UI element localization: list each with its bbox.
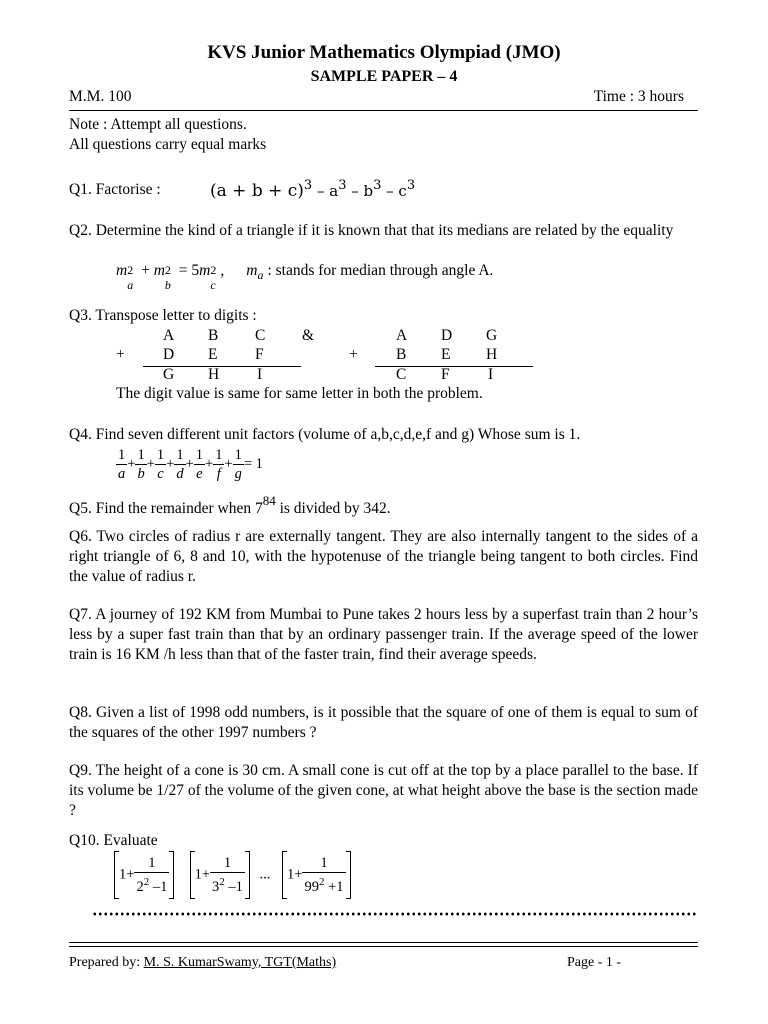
q3-left-b: B [208, 327, 219, 344]
q2-sq1: 2 [127, 263, 134, 277]
q10-den2-minus: –1 [224, 878, 243, 895]
q3-left-e: E [208, 346, 218, 363]
paper-subtitle: SAMPLE PAPER – 4 [310, 68, 458, 85]
q6-text: Q6. Two circles of radius r are externally tangent. They are also internally tangent to the sides of a right triangle of 6, 8 and 10, with the hypotenuse of the triangle being tangent to both circles. Find the value of radius r. [69, 528, 698, 585]
q3-label: Q3. Transpose letter to digits : [69, 307, 257, 324]
q10-num-2: 1 [223, 855, 232, 872]
q2-m4: m [246, 262, 258, 279]
q3-right-a: A [396, 327, 408, 344]
q10-bracket-close-2 [245, 851, 250, 899]
q4-den-e: e [194, 464, 205, 483]
q1-expr-open: (a + b + c) [210, 181, 304, 201]
q3-right-b: B [396, 346, 407, 363]
q2-ma-note: : stands for median through angle A. [267, 262, 494, 279]
q2-sub-b: b [164, 278, 171, 292]
q4-den-c: c [155, 464, 166, 483]
q4-plus-3: + [166, 455, 175, 472]
q3-right-e: E [441, 346, 451, 363]
q2-comma: , [220, 262, 225, 279]
q3-right-i: I [488, 366, 494, 383]
q1-exp-c: 3 [406, 178, 416, 193]
q4-den-a: a [118, 466, 126, 482]
q5-text [69, 493, 391, 518]
dotted-separator [92, 912, 698, 916]
q3-right-c: C [396, 366, 407, 383]
q10-expression [114, 851, 351, 899]
note-line-1: Note : Attempt all questions. [69, 116, 247, 133]
q4-frac-c [155, 446, 166, 483]
q1-exp-a: 3 [338, 178, 347, 193]
q4-num-g: 1 [234, 447, 242, 463]
q10-den2-sq: 2 [219, 876, 225, 889]
q1-minus-c: – c [381, 182, 407, 200]
q3-right-d: D [441, 327, 453, 344]
q4-num-a: 1 [118, 447, 126, 463]
q4-den-g: g [234, 466, 242, 482]
q10-bracket-close-3 [346, 851, 351, 899]
note-line-2: All questions carry equal marks [69, 136, 267, 153]
paper-title: KVS Junior Mathematics Olympiad (JMO) [207, 42, 561, 63]
q4-frac-a [116, 446, 127, 483]
q3-left-h: H [208, 366, 220, 383]
q10-num-3: 1 [320, 855, 328, 872]
q10-frac-1 [134, 854, 169, 896]
q2-eq: = 5 [174, 262, 200, 279]
q2-sq2: 2 [164, 263, 171, 277]
q10-den1-base: 2 [136, 878, 144, 895]
q4-plus-5: + [205, 455, 214, 472]
q10-den3-sq: 2 [318, 876, 325, 889]
q10-one-plus-3: 1+ [287, 866, 303, 883]
q2-plus: + [137, 262, 154, 279]
q3-left-f: F [255, 346, 264, 363]
q2-m3: m [199, 262, 211, 279]
q10-den1-sq: 2 [143, 876, 150, 889]
q4-num-e: 1 [195, 447, 203, 463]
q3-ampersand: & [302, 327, 315, 344]
q4-den-f: f [213, 464, 224, 483]
footer-author: M. S. KumarSwamy, TGT(Maths) [143, 955, 337, 970]
q10-frac-2 [210, 854, 245, 896]
q10-den-2 [210, 872, 245, 896]
q4-text: Q4. Find seven different unit factors (volume of a,b,c,d,e,f and g) Whose sum is 1. [69, 426, 581, 443]
q10-label: Q10. Evaluate [69, 832, 158, 849]
q3-left-g: G [163, 366, 175, 383]
q4-plus-4: + [185, 455, 194, 472]
q3-right-h: H [486, 346, 498, 363]
q10-den-3 [302, 872, 345, 896]
q4-plus-2: + [146, 455, 155, 472]
q3-left-c: C [255, 327, 266, 344]
q1-minus-a: – a [312, 182, 339, 200]
q10-den1-minus: –1 [149, 878, 168, 895]
header-rule [69, 110, 698, 111]
q4-frac-f [213, 446, 224, 483]
q5-before: Q5. Find the remainder when 7 [69, 500, 263, 517]
q7-text: Q7. A journey of 192 KM from Mumbai to Pune takes 2 hours less by a superfast train than 2 hour’s less by a super fast train than that by an ordinary passenger train. If the average speed of the lower train is 16 KM /h less than that of the faster train, find their average speeds. [69, 606, 698, 663]
q2-equation [116, 262, 494, 292]
q3-right-g: G [486, 327, 498, 344]
q10-den2-base: 3 [212, 878, 220, 895]
q4-num-f: 1 [215, 447, 223, 463]
q1-label: Q1. Factorise : [69, 181, 161, 198]
q10-bracket-close-1 [169, 851, 174, 899]
q2-m2: m [153, 262, 165, 279]
footer-page-number: Page - 1 - [567, 955, 622, 970]
q4-num-d: 1 [176, 447, 184, 463]
q10-one-plus-1: 1+ [119, 866, 135, 883]
q10-ellipsis: ... [259, 866, 271, 883]
q3-right-f: F [441, 366, 450, 383]
max-marks: M.M. 100 [69, 88, 132, 105]
q1-minus-b: – b [346, 182, 374, 200]
q4-den-d: d [176, 466, 184, 482]
q3-right-plus: + [349, 346, 358, 363]
q4-frac-b [135, 446, 146, 483]
q4-num-c: 1 [156, 447, 165, 463]
q3-note: The digit value is same for same letter in both the problem. [116, 385, 483, 402]
q10-num-1: 1 [148, 855, 156, 872]
q3-left-d: D [163, 346, 175, 363]
time-allowed: Time : 3 hours [593, 88, 684, 105]
q4-frac-g [233, 446, 244, 483]
q4-num-b: 1 [137, 447, 145, 463]
q10-den-1 [134, 872, 169, 896]
q10-den3-base: 99 [304, 878, 319, 895]
q2-sub-a: a [127, 278, 134, 292]
q2-sub-c: c [210, 278, 216, 292]
q5-after: is divided by 342. [275, 500, 391, 517]
q2-sq3: 2 [210, 263, 217, 277]
q4-frac-e [194, 446, 205, 483]
q9-text: Q9. The height of a cone is 30 cm. A small cone is cut off at the top by a place parallel to the base. If its volume be 1/27 of the volume of the given cone, at what height above the base is the section made ? [69, 762, 698, 819]
q2-sub-a2: a [257, 268, 264, 283]
q1-exp-b: 3 [373, 178, 382, 193]
q3-left-a: A [163, 327, 175, 344]
q1-expression [210, 178, 415, 201]
q4-equals: = 1 [243, 455, 263, 472]
q4-frac-d [174, 446, 185, 483]
q4-plus-6: + [224, 455, 233, 472]
q4-plus-1: + [127, 455, 136, 472]
q2-text: Q2. Determine the kind of a triangle if it is known that that its medians are related by the equality [69, 222, 674, 239]
q8-text: Q8. Given a list of 1998 odd numbers, is it possible that the square of one of them is equal to sum of the squares of the other 1997 numbers ? [69, 704, 698, 741]
q10-den3-plus: +1 [324, 878, 344, 895]
footer-rule-top [69, 942, 698, 943]
q10-frac-3 [302, 854, 345, 896]
q3-left-plus: + [116, 346, 125, 363]
footer-rule-bottom [69, 946, 698, 947]
footer-prepared-label: Prepared by: [69, 955, 144, 970]
q10-one-plus-2: 1+ [194, 866, 210, 883]
q4-den-b: b [137, 466, 145, 482]
q3-left-i: I [257, 366, 263, 383]
q1-exp: 3 [303, 178, 313, 193]
q5-exponent: 84 [262, 493, 276, 508]
q4-equation [116, 446, 263, 483]
footer-prepared [69, 955, 336, 971]
q2-m1: m [116, 262, 128, 279]
